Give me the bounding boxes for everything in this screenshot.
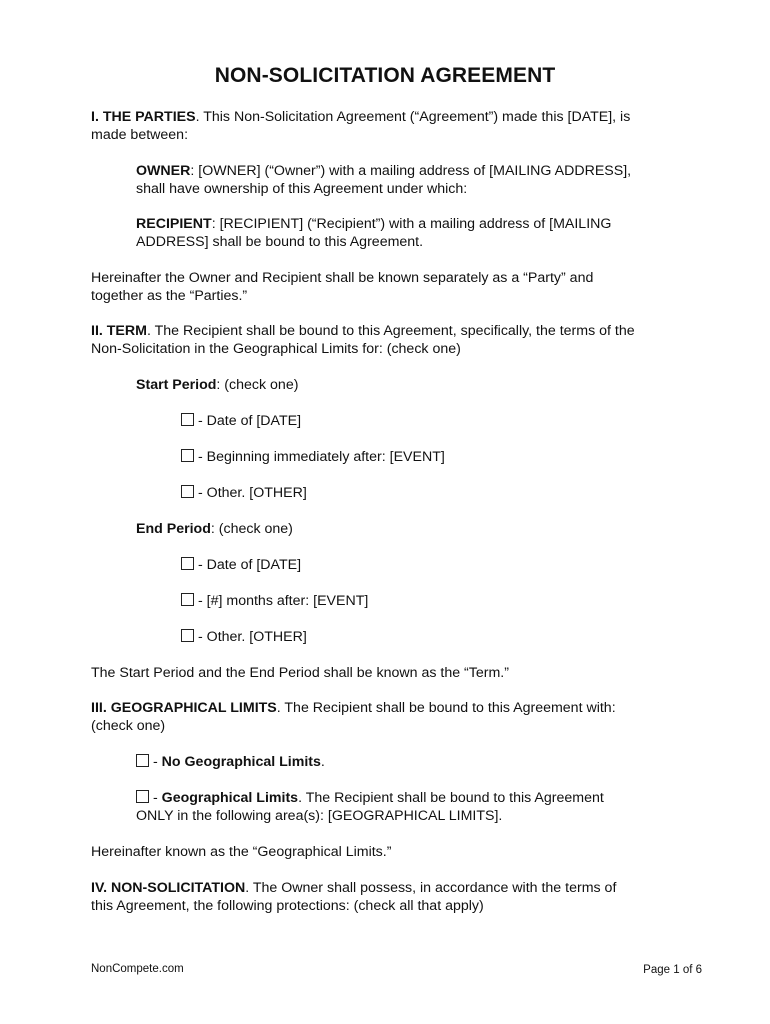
recipient-label: RECIPIENT [136,216,212,232]
geo-heading: III. GEOGRAPHICAL LIMITS [91,700,277,716]
end-option-months: - [#] months after: [EVENT] [181,592,368,610]
nonsol-intro-cont: this Agreement, the following protections: (check all that apply) [91,898,484,914]
end-option-other: - Other. [OTHER] [181,628,307,646]
start-period-label: Start Period: (check one) [136,377,299,393]
start-option-event: - Beginning immediately after: [EVENT] [181,448,445,466]
owner-label: OWNER [136,163,191,179]
term-intro-cont: Non-Solicitation in the Geographical Limits for: (check one) [91,341,461,357]
parties-hereinafter: Hereinafter the Owner and Recipient shall be known separately as a “Party” and [91,270,594,286]
geo-intro-cont: (check one) [91,718,166,734]
geo-option-limits-cont: ONLY in the following area(s): [GEOGRAPHICAL LIMITS]. [136,808,503,824]
checkbox[interactable] [181,593,194,606]
end-option-date: - Date of [DATE] [181,556,301,574]
start-option-date: - Date of [DATE] [181,412,301,430]
geo-closing: Hereinafter known as the “Geographical Limits.” [91,844,392,860]
term-closing: The Start Period and the End Period shall be known as the “Term.” [91,665,509,681]
recipient-clause: RECIPIENT: [RECIPIENT] (“Recipient”) with a mailing address of [MAILING [136,216,612,232]
parties-intro: I. THE PARTIES. This Non-Solicitation Agreement (“Agreement”) made this [DATE], is [91,109,631,125]
owner-clause: OWNER: [OWNER] (“Owner”) with a mailing address of [MAILING ADDRESS], [136,163,632,179]
parties-hereinafter-cont: together as the “Parties.” [91,288,248,304]
nonsol-intro: IV. NON-SOLICITATION. The Owner shall possess, in accordance with the terms of [91,880,617,896]
geo-intro: III. GEOGRAPHICAL LIMITS. The Recipient shall be bound to this Agreement with: [91,700,616,716]
document-title: NON-SOLICITATION AGREEMENT [214,64,556,87]
term-intro: II. TERM. The Recipient shall be bound to this Agreement, specifically, the terms of the [91,323,635,339]
parties-heading: I. THE PARTIES [91,109,196,125]
checkbox[interactable] [136,754,149,767]
owner-clause-cont: shall have ownership of this Agreement under which: [136,181,468,197]
geo-option-none: - No Geographical Limits. [136,753,325,771]
footer-source: NonCompete.com [91,963,184,975]
nonsol-heading: IV. NON-SOLICITATION [91,880,246,896]
parties-intro-cont: made between: [91,127,189,143]
checkbox[interactable] [181,557,194,570]
start-option-other: - Other. [OTHER] [181,484,307,502]
checkbox[interactable] [181,629,194,642]
checkbox[interactable] [181,449,194,462]
page-number: Page 1 of 6 [643,964,702,976]
checkbox[interactable] [136,790,149,803]
geo-option-limits: - Geographical Limits. The Recipient shall be bound to this Agreement [136,789,604,807]
checkbox[interactable] [181,413,194,426]
term-heading: II. TERM [91,323,147,339]
recipient-clause-cont: ADDRESS] shall be bound to this Agreement. [136,234,424,250]
end-period-label: End Period: (check one) [136,521,293,537]
checkbox[interactable] [181,485,194,498]
